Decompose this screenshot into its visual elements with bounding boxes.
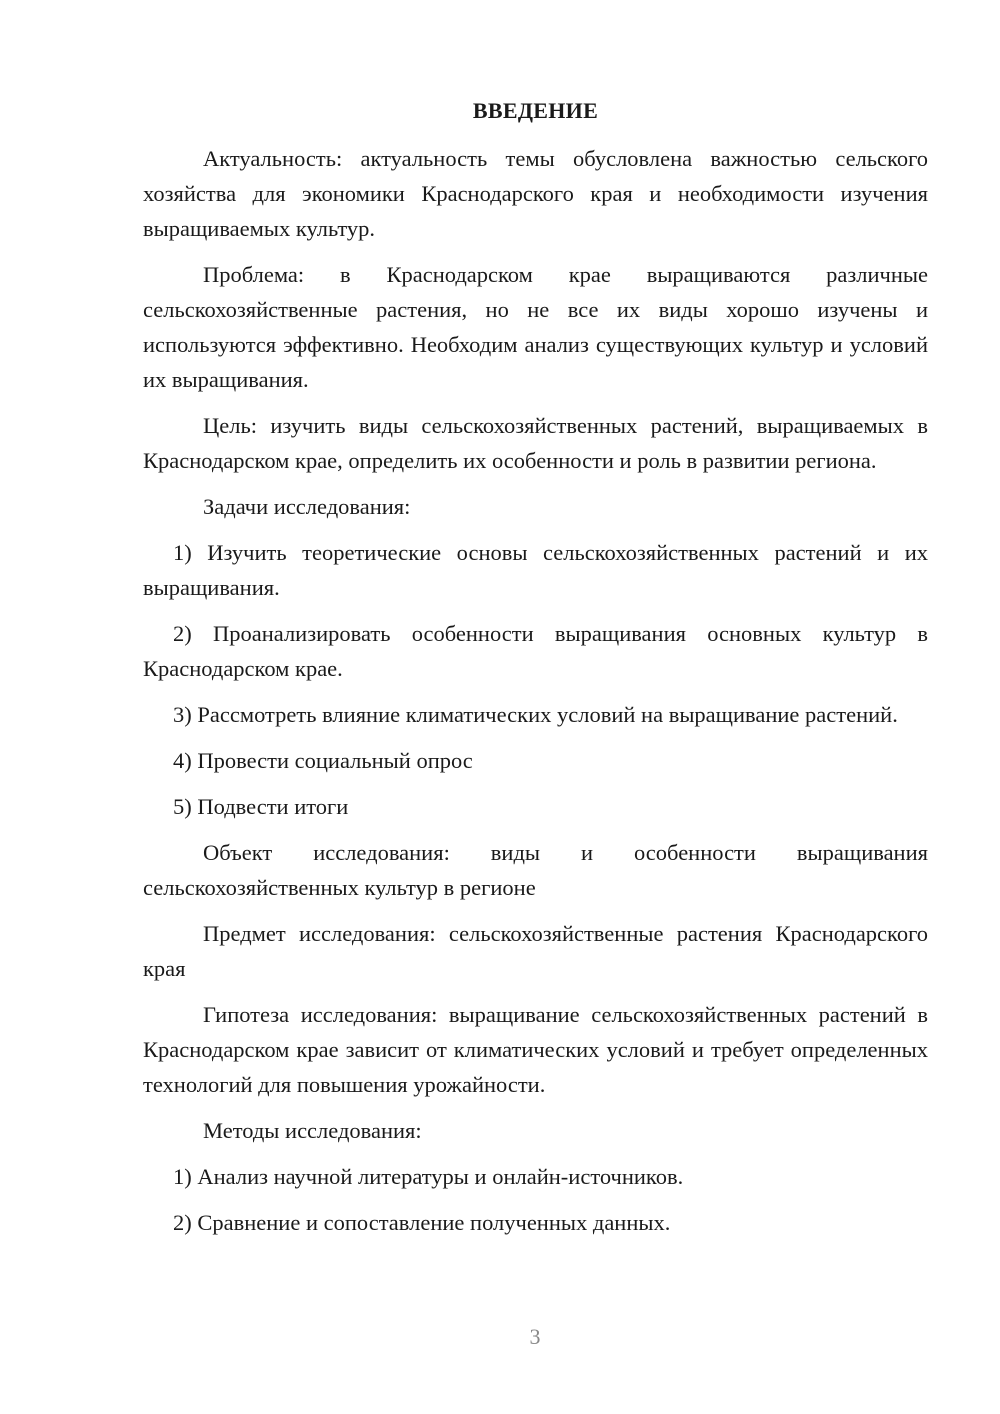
method-item: 1) Анализ научной литературы и онлайн-источников. bbox=[173, 1164, 684, 1189]
goal-paragraph: Цель: изучить виды сельскохозяйственных растений, выращиваемых в Краснодарском крае, определить их особенности и роль в развитии региона. bbox=[143, 413, 928, 473]
method-item: 2) Сравнение и сопоставление полученных данных. bbox=[173, 1210, 671, 1235]
problem-paragraph: Проблема: в Краснодарском крае выращиваются различные сельскохозяйственные растения, но не все их виды хорошо изучены и используются эффективно. Необходим анализ существующих культур и условий их выращивания. bbox=[143, 262, 928, 392]
hypothesis-paragraph: Гипотеза исследования: выращивание сельскохозяйственных растений в Краснодарском крае зависит от климатических условий и требует определенных технологий для повышения урожайности. bbox=[143, 1002, 928, 1097]
section-heading: ВВЕДЕНИЕ bbox=[472, 98, 599, 123]
object-paragraph: Объект исследования: виды и особенности выращивания сельскохозяйственных культур в регионе bbox=[143, 840, 928, 900]
subject-paragraph: Предмет исследования: сельскохозяйственные растения Краснодарского края bbox=[143, 921, 928, 981]
task-item: 5) Подвести итоги bbox=[173, 794, 349, 819]
task-item: 1) Изучить теоретические основы сельскохозяйственных растений и их выращивания. bbox=[143, 540, 928, 600]
page-number: 3 bbox=[529, 1324, 541, 1349]
document-body bbox=[143, 94, 928, 1251]
task-item: 2) Проанализировать особенности выращивания основных культур в Краснодарском крае. bbox=[143, 621, 928, 681]
relevance-paragraph: Актуальность: актуальность темы обусловлена важностью сельского хозяйства для экономики Краснодарского края и необходимости изучения выращиваемых культур. bbox=[143, 146, 928, 241]
task-item: 3) Рассмотреть влияние климатических условий на выращивание растений. bbox=[173, 702, 898, 727]
methods-title: Методы исследования: bbox=[203, 1118, 422, 1143]
task-item: 4) Провести социальный опрос bbox=[173, 748, 473, 773]
tasks-title: Задачи исследования: bbox=[203, 494, 411, 519]
